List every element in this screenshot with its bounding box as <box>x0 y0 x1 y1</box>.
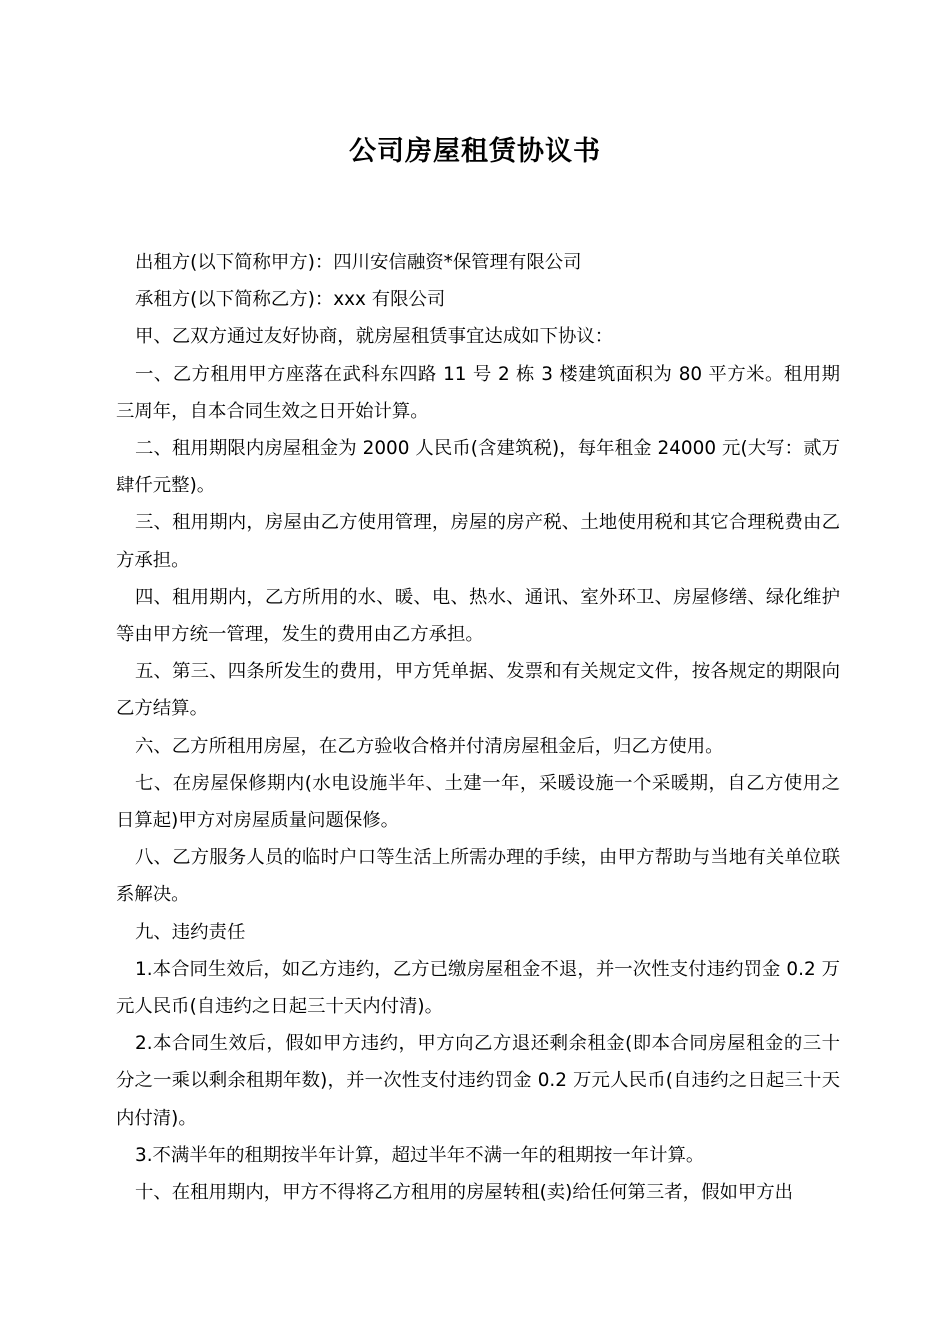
paragraph-clause-6: 六、乙方所租用房屋，在乙方验收合格并付清房屋租金后，归乙方使用。 <box>135 735 724 757</box>
paragraph-clause-7: 七、在房屋保修期内(水电设施半年、土建一年，采暖设施一个采暖期，自乙方使用之日算起)甲方对房屋质量问题保修。 <box>116 772 840 832</box>
document-body <box>116 244 840 1211</box>
paragraph-lessor: 出租方(以下简称甲方)：四川安信融资*保管理有限公司 <box>135 252 582 273</box>
paragraph-clause-9-item-2: 2.本合同生效后，假如甲方违约，甲方向乙方退还剩余租金(即本合同房屋租金的三十分之一乘以剩余租期年数)，并一次性支付违约罚金 0.2 万元人民币(自违约之日起三十天内付清)。 <box>116 1033 840 1129</box>
paragraph-clause-5: 五、第三、四条所发生的费用，甲方凭单据、发票和有关规定文件，按各规定的期限向乙方结算。 <box>116 661 840 720</box>
paragraph-clause-3: 三、租用期内，房屋由乙方使用管理，房屋的房产税、土地使用税和其它合理税费由乙方承担。 <box>116 512 840 571</box>
paragraph-clause-10: 十、在租用期内，甲方不得将乙方租用的房屋转租(卖)给任何第三者，假如甲方出 <box>135 1182 794 1204</box>
paragraph-clause-4: 四、租用期内，乙方所用的水、暖、电、热水、通讯、室外环卫、房屋修缮、绿化维护等由甲方统一管理，发生的费用由乙方承担。 <box>116 586 840 646</box>
paragraph-clause-9-item-3: 3.不满半年的租期按半年计算，超过半年不满一年的租期按一年计算。 <box>135 1144 705 1166</box>
paragraph-clause-8: 八、乙方服务人员的临时户口等生活上所需办理的手续，由甲方帮助与当地有关单位联系解决。 <box>116 847 840 906</box>
paragraph-clause-9-heading: 九、违约责任 <box>135 921 246 943</box>
paragraph-clause-1: 一、乙方租用甲方座落在武科东四路 11 号 2 栋 3 楼建筑面积为 80 平方米。租用期三周年，自本合同生效之日开始计算。 <box>116 363 840 422</box>
paragraph-clause-2: 二、租用期限内房屋租金为 2000 人民币(含建筑税)，每年租金 24000 元(大写：贰万肆仟元整)。 <box>116 438 840 497</box>
paragraph-preamble: 甲、乙双方通过友好协商，就房屋租赁事宜达成如下协议： <box>135 326 614 348</box>
paragraph-clause-9-item-1: 1.本合同生效后，如乙方违约，乙方已缴房屋租金不退，并一次性支付违约罚金 0.2 万元人民币(自违约之日起三十天内付清)。 <box>116 958 840 1018</box>
paragraph-lessee: 承租方(以下简称乙方)：xxx 有限公司 <box>135 289 446 311</box>
document-title: 公司房屋租赁协议书 <box>349 136 601 167</box>
